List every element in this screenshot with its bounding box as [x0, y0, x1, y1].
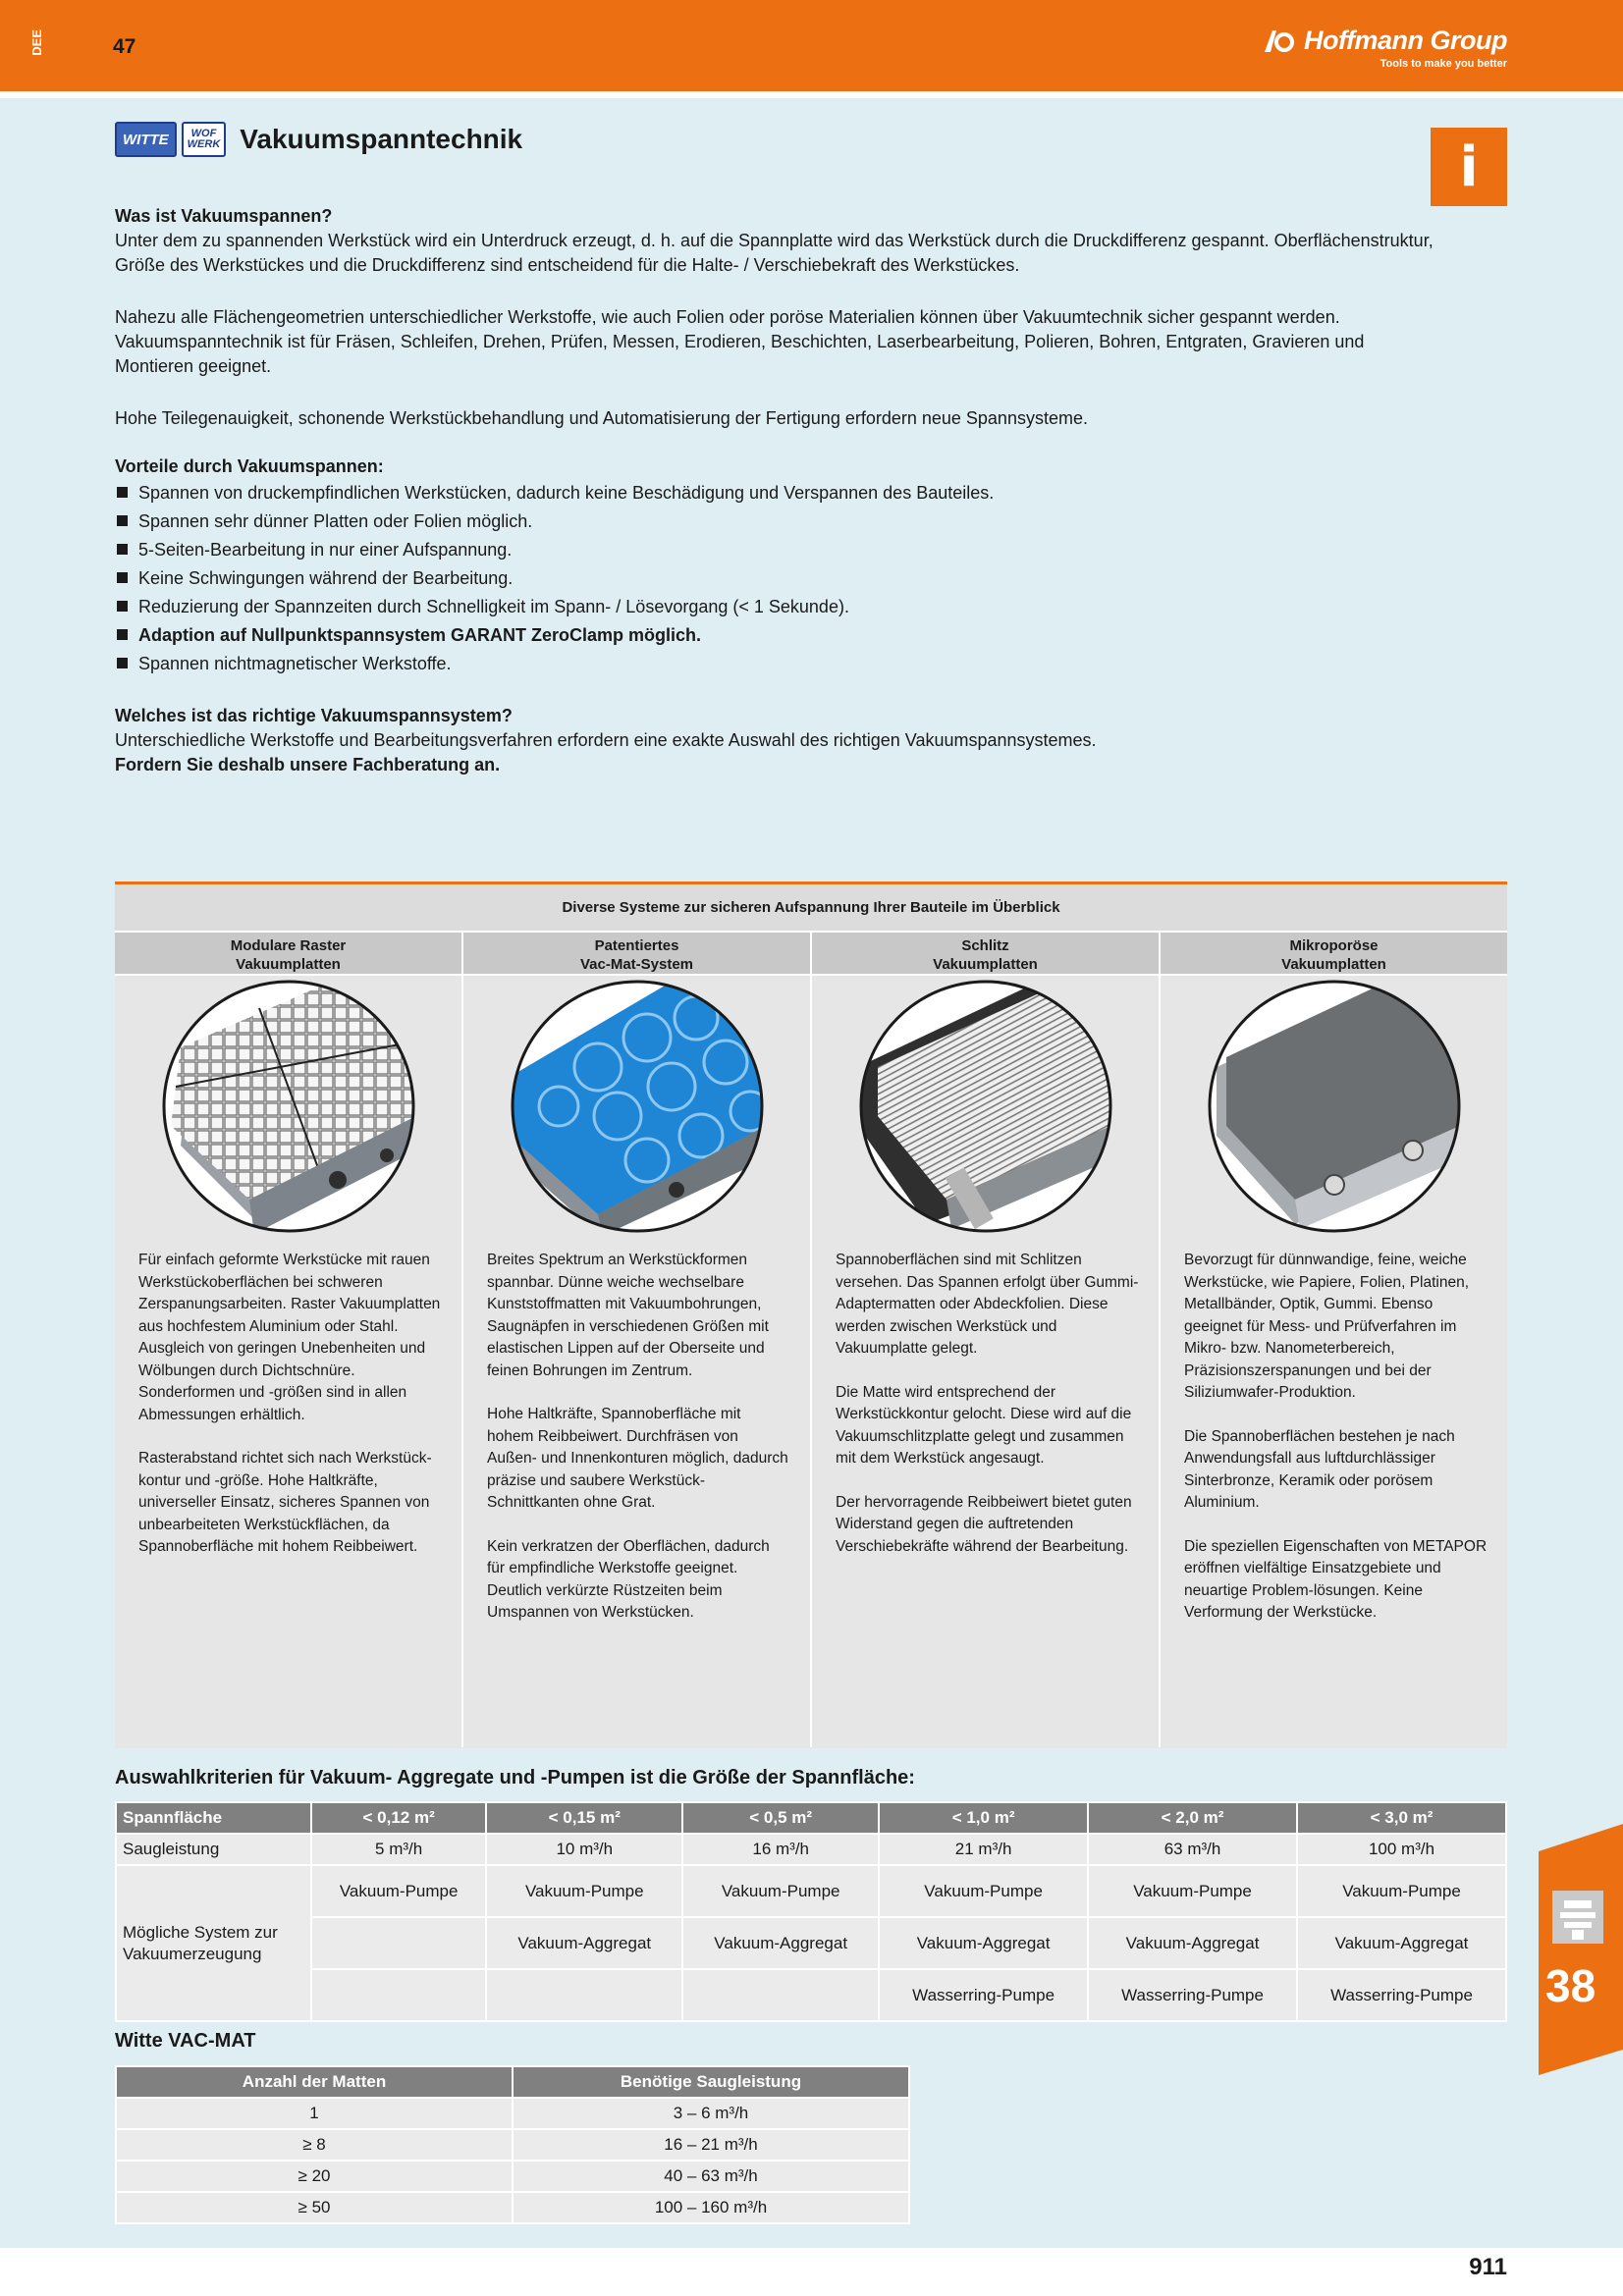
- table-cell: ≥ 8: [116, 2129, 513, 2161]
- system-description: Für einfach geformte Werkstücke mit rauen Werkstückoberflächen bei schweren Zerspanungsarbeiten. Raster Vakuumplatten aus hochfestem Aluminium oder Stahl. Ausgleich von geringen Unebenheiten und Wölbungen durch Dichtschnüre. Sonderformen und -größen sind in allen Abmessungen erhältlich.: [138, 1252, 441, 1423]
- title-row: [115, 122, 522, 157]
- table-cell: 100 – 160 m³/h: [513, 2192, 909, 2223]
- system-description: Die Matte wird entsprechend der Werkstückkontur gelocht. Diese wird auf die Vakuumschlitzplatte gelegt und zusammen mit dem Werkstück angesaugt.: [836, 1383, 1132, 1467]
- wof-logo: [182, 122, 227, 157]
- table-header: < 2,0 m²: [1088, 1802, 1297, 1834]
- systems-heading: Diverse Systeme zur sicheren Aufspannung Ihrer Bauteile im Überblick: [115, 884, 1507, 933]
- table-cell: [486, 1969, 682, 2021]
- table-cell: Mögliche System zur Vakuumerzeugung: [116, 1865, 311, 2021]
- system-title-line: Vakuumplatten: [236, 956, 341, 973]
- system-description: Bevorzugt für dünnwandige, feine, weiche Werkstücke, wie Papiere, Folien, Platinen, Metallbänder, Optik, Gummi. Ebenso geeignet für Mess- und Prüfverfahren im Mikro- bzw. Nanometerbereich, Präzisionszerspanungen und bei der Siliziumwafer-Produktion.: [1184, 1252, 1470, 1401]
- table-row: [116, 1802, 1506, 1834]
- table-row: [116, 2098, 909, 2129]
- table-cell: Wasserring-Pumpe: [1297, 1969, 1506, 2021]
- intro-paragraph: Hohe Teilegenauigkeit, schonende Werkstückbehandlung und Automatisierung der Fertigung erfordern neue Spannsysteme.: [115, 408, 1088, 428]
- brand-name: Hoffmann Group: [1304, 26, 1507, 55]
- table-cell: 10 m³/h: [486, 1834, 682, 1865]
- table-cell: 1: [116, 2098, 513, 2129]
- system-title-line: Vakuumplatten: [933, 956, 1038, 973]
- list-item: Spannen von druckempfindlichen Werkstücken, dadurch keine Beschädigung und Verspannen des Bauteiles.: [115, 479, 1440, 507]
- system-description: Hohe Haltkräfte, Spannoberfläche mit hohem Reibbeiwert. Durchfräsen von Außen- und Innenkonturen möglich, dadurch präzise und saubere Werkstück-Schnittkanten ohne Grat.: [487, 1406, 788, 1511]
- table-cell: Vakuum-Pumpe: [879, 1865, 1088, 1917]
- selection-title: Auswahlkriterien für Vakuum- Aggregate und -Pumpen ist die Größe der Spannfläche:: [115, 1767, 915, 1789]
- vacmat-table: [115, 2065, 910, 2224]
- table-cell: Vakuum-Pumpe: [1088, 1865, 1297, 1917]
- table-cell: 21 m³/h: [879, 1834, 1088, 1865]
- advantages-heading: Vorteile durch Vakuumspannen:: [115, 456, 384, 476]
- system-description: Die Spannoberflächen bestehen je nach Anwendungsfall aus luftdurchlässiger Sinterbronze, Keramik oder porösem Aluminium.: [1184, 1427, 1455, 1511]
- system-title-line: Schlitz: [961, 937, 1009, 954]
- system-title-line: Mikroporöse: [1289, 937, 1379, 954]
- table-row: [116, 2129, 909, 2161]
- list-item: Adaption auf Nullpunktspannsystem GARANT ZeroClamp möglich.: [115, 621, 1440, 650]
- list-item: Spannen sehr dünner Platten oder Folien möglich.: [115, 507, 1440, 536]
- microporous-plate-image: [1161, 976, 1507, 1236]
- system-column: [115, 933, 463, 1747]
- list-item: 5-Seiten-Bearbeitung in nur einer Aufspannung.: [115, 536, 1440, 564]
- table-cell: 100 m³/h: [1297, 1834, 1506, 1865]
- brand-logo[interactable]: [1263, 26, 1507, 70]
- intro-section: [115, 204, 1440, 777]
- system-column: [463, 933, 812, 1747]
- slot-plate-image: [812, 976, 1159, 1236]
- chapter-number: 38: [1545, 1960, 1596, 2011]
- table-cell: Wasserring-Pumpe: [879, 1969, 1088, 2021]
- table-cell: 16 m³/h: [682, 1834, 879, 1865]
- clamp-icon: [1552, 1891, 1603, 1944]
- witte-logo-text: WITTE: [115, 122, 177, 157]
- system-title: [812, 933, 1159, 976]
- table-row: [116, 1917, 1506, 1969]
- witte-logo: [115, 122, 226, 157]
- table-row: [116, 1834, 1506, 1865]
- table-header: < 0,15 m²: [486, 1802, 682, 1834]
- raster-plate-image: [115, 976, 461, 1236]
- system-title: [1161, 933, 1507, 976]
- table-cell: ≥ 50: [116, 2192, 513, 2223]
- table-cell: Vakuum-Pumpe: [311, 1865, 486, 1917]
- table-header: < 0,5 m²: [682, 1802, 879, 1834]
- table-cell: Vakuum-Aggregat: [879, 1917, 1088, 1969]
- system-column: [812, 933, 1161, 1747]
- table-cell: Saugleistung: [116, 1834, 311, 1865]
- table-cell: 3 – 6 m³/h: [513, 2098, 909, 2129]
- table-header: Benötige Saugleistung: [513, 2066, 909, 2098]
- table-cell: 63 m³/h: [1088, 1834, 1297, 1865]
- intro-paragraph: Nahezu alle Flächengeometrien unterschiedlicher Werkstoffe, wie auch Folien oder poröse Materialien können über Vakuumtechnik sicher gespannt werden. Vakuumspanntechnik ist für Fräsen, Schleifen, Drehen, Prüfen, Messen, Erodieren, Beschichten, Laserbearbeitung, Polieren, Bohren, Entgraten, Gravieren und Montieren geeignet.: [115, 307, 1365, 376]
- system-title-line: Modulare Raster: [230, 937, 347, 954]
- info-icon[interactable]: i: [1431, 128, 1507, 206]
- system-description: Spannoberflächen sind mit Schlitzen versehen. Das Spannen erfolgt über Gummi-Adaptermatten oder Abdeckfolien. Diese werden zwischen Werkstück und Vakuumplatte gelegt.: [836, 1252, 1139, 1357]
- table-row: [116, 1865, 1506, 1917]
- list-item: Reduzierung der Spannzeiten durch Schnelligkeit im Spann- / Lösevorgang (< 1 Sekunde).: [115, 593, 1440, 621]
- table-cell: Vakuum-Pumpe: [1297, 1865, 1506, 1917]
- system-description: Breites Spektrum an Werkstückformen spannbar. Dünne weiche wechselbare Kunststoffmatten mit Vakuumbohrungen, Saugnäpfen in verschiedenen Größen mit elastischen Lippen auf der Oberseite und feinen Bohrungen im Zentrum.: [487, 1252, 769, 1379]
- system-description: Der hervorragende Reibbeiwert bietet guten Widerstand gegen die auftretenden Verschiebekräfte während der Bearbeitung.: [836, 1493, 1132, 1555]
- system-description: Kein verkratzen der Oberflächen, dadurch für empfindliche Werkstoffe geeignet. Deutlich verkürzte Rüstzeiten beim Umspannen von Werkstücken.: [487, 1537, 770, 1621]
- table-cell: Vakuum-Aggregat: [682, 1917, 879, 1969]
- table-header: Spannfläche: [116, 1802, 311, 1834]
- table-row: [116, 2192, 909, 2223]
- table-cell: Vakuum-Aggregat: [486, 1917, 682, 1969]
- header-bar: [0, 0, 1623, 91]
- list-item: Spannen nichtmagnetischer Werkstoffe.: [115, 650, 1440, 678]
- hoffmann-logo-icon: [1263, 28, 1296, 54]
- table-cell: Vakuum-Aggregat: [1088, 1917, 1297, 1969]
- table-header: < 1,0 m²: [879, 1802, 1088, 1834]
- brand-tagline: Tools to make you better: [1380, 58, 1507, 70]
- table-row: [116, 2066, 909, 2098]
- selection-table: [115, 1801, 1507, 2022]
- system-description: Rasterabstand richtet sich nach Werkstück-kontur und -größe. Hohe Haltkräfte, universeller Einsatz, sicheres Spannen von unbearbeiteten Werkstückflächen, da Spannoberfläche mit hohem Reibbeiwert.: [138, 1450, 432, 1555]
- table-row: [116, 2161, 909, 2192]
- advantages-list: [115, 479, 1440, 678]
- table-cell: 40 – 63 m³/h: [513, 2161, 909, 2192]
- list-item: Keine Schwingungen während der Bearbeitung.: [115, 564, 1440, 593]
- system-title-line: Patentiertes: [594, 937, 679, 954]
- chapter-tab[interactable]: [1539, 1824, 1623, 2075]
- vacmat-title: Witte VAC-MAT: [115, 2030, 256, 2052]
- table-cell: 16 – 21 m³/h: [513, 2129, 909, 2161]
- system-title-line: Vac-Mat-System: [579, 956, 694, 973]
- table-header: < 3,0 m²: [1297, 1802, 1506, 1834]
- system-column: [1161, 933, 1507, 1747]
- question-text: Unterschiedliche Werkstoffe und Bearbeitungsverfahren erfordern eine exakte Auswahl des richtigen Vakuumspannsystemes.: [115, 730, 1097, 750]
- table-cell: 5 m³/h: [311, 1834, 486, 1865]
- consultation-note: Fordern Sie deshalb unsere Fachberatung an.: [115, 755, 501, 774]
- vacmat-system-image: [463, 976, 810, 1236]
- table-cell: [311, 1969, 486, 2021]
- system-title: [463, 933, 810, 976]
- table-cell: Vakuum-Pumpe: [486, 1865, 682, 1917]
- section-number: 47: [113, 35, 136, 58]
- page-title: Vakuumspanntechnik: [240, 124, 523, 154]
- question-heading: Welches ist das richtige Vakuumspannsystem?: [115, 706, 513, 725]
- system-title-line: Vakuumplatten: [1281, 956, 1386, 973]
- systems-overview: [115, 881, 1507, 1748]
- wof-logo-bottom: WERK: [187, 138, 221, 150]
- table-cell: Vakuum-Aggregat: [1297, 1917, 1506, 1969]
- wof-logo-top: WOF: [190, 128, 217, 139]
- table-cell: [682, 1969, 879, 2021]
- table-cell: Wasserring-Pumpe: [1088, 1969, 1297, 2021]
- system-title: [115, 933, 461, 976]
- language-code: DEE: [29, 29, 44, 56]
- question-heading: Was ist Vakuumspannen?: [115, 206, 333, 226]
- system-description: Die speziellen Eigenschaften von METAPOR eröffnen vielfältige Einsatzgebiete und neuartige Problem-lösungen. Keine Verformung der Werkstücke.: [1184, 1537, 1488, 1621]
- question-text: Unter dem zu spannenden Werkstück wird ein Unterdruck erzeugt, d. h. auf die Spannplatte wird das Werkstück durch die Druckdifferenz gespannt. Oberflächenstruktur, Größe des Werkstückes und die Druckdifferenz sind entscheidend für die Halte- / Verschiebekraft des Werkstückes.: [115, 231, 1434, 275]
- table-row: [116, 1969, 1506, 2021]
- table-cell: [311, 1917, 486, 1969]
- table-header: Anzahl der Matten: [116, 2066, 513, 2098]
- table-cell: ≥ 20: [116, 2161, 513, 2192]
- table-cell: Vakuum-Pumpe: [682, 1865, 879, 1917]
- page-number: 911: [1469, 2254, 1507, 2280]
- table-header: < 0,12 m²: [311, 1802, 486, 1834]
